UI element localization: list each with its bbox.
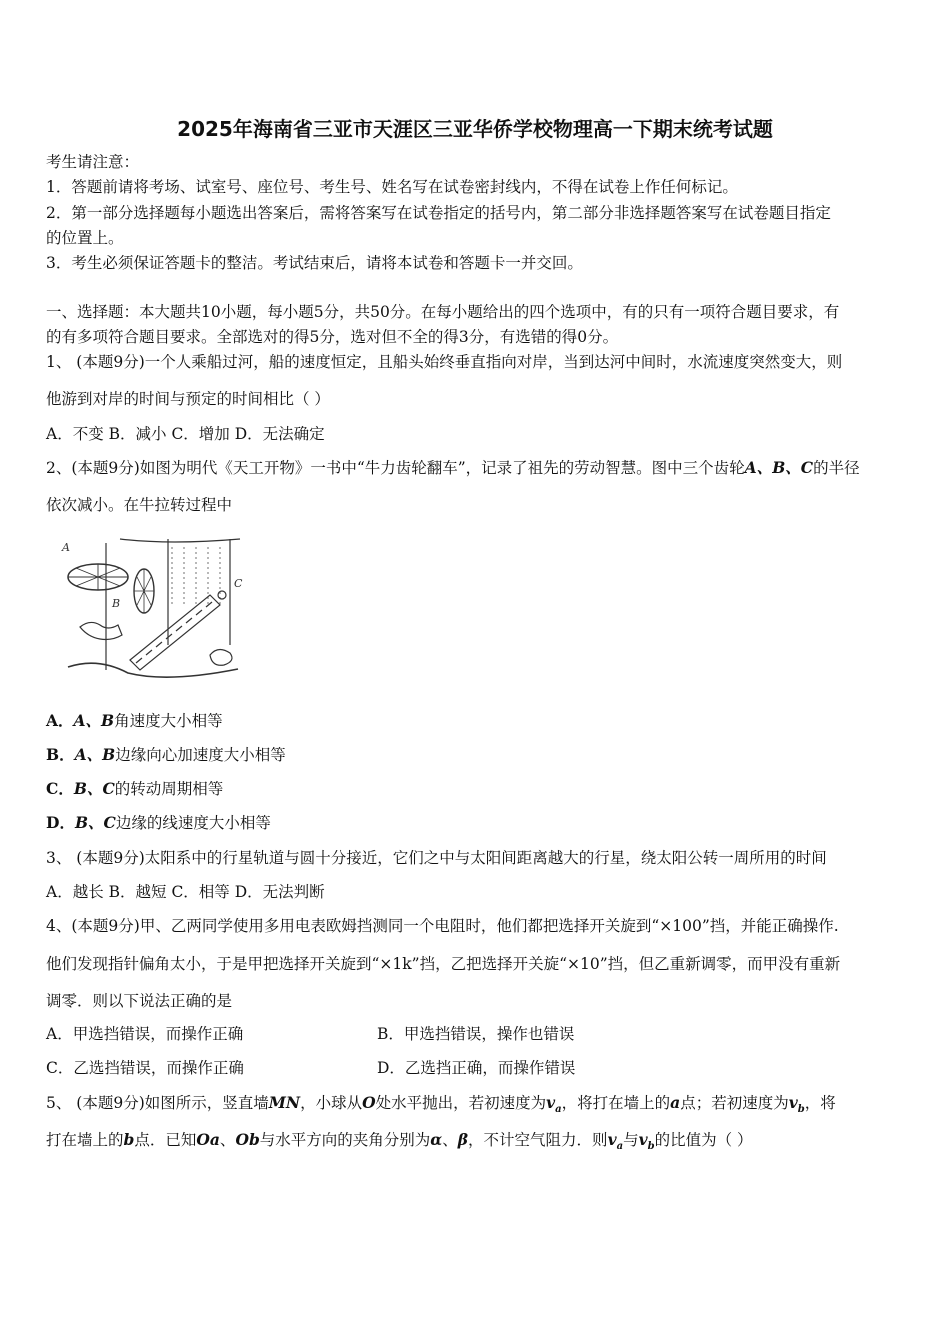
q1-stem: 他游到对岸的时间与预定的时间相比（ ） — [46, 390, 330, 408]
notice-item: 的位置上。 — [46, 229, 124, 247]
q2-option-d: D．B、C边缘的线速度大小相等 — [46, 813, 271, 832]
q1-stem: 1、 (本题9分)一个人乘船过河，船的速度恒定，且船头始终垂直指向对岸，当到达河中间时，水流速度突然变大，则 — [46, 353, 843, 371]
q4-option-b: B．甲选挡错误，操作也错误 — [377, 1025, 575, 1043]
q2-option-b: B．A、B边缘向心加速度大小相等 — [46, 745, 286, 764]
q2-stem: 依次减小。在牛拉转过程中 — [46, 496, 233, 514]
notice-item: 1．答题前请将考场、试室号、座位号、考生号、姓名写在试卷密封线内，不得在试卷上作任何标记。 — [46, 178, 738, 196]
q4-option-d: D．乙选挡正确，而操作错误 — [377, 1059, 576, 1077]
notice-heading: 考生请注意： — [46, 153, 140, 171]
q4-stem: 4、(本题9分)甲、乙两同学使用多用电表欧姆挡测同一个电阻时，他们都把选择开关旋到“×100”挡，并能正确操作. — [46, 917, 839, 935]
notice-item: 2．第一部分选择题每小题选出答案后，需将答案写在试卷指定的括号内，第二部分非选择题答案写在试卷题目指定 — [46, 204, 831, 222]
page-title: 2025年海南省三亚市天涯区三亚华侨学校物理高一下期末统考试题 — [177, 117, 773, 141]
q4-option-c: C．乙选挡错误，而操作正确 — [46, 1059, 244, 1077]
q4-option-a: A．甲选挡错误，而操作正确 — [46, 1025, 244, 1043]
figure-label: A — [62, 541, 70, 554]
section-intro: 的有多项符合题目要求。全部选对的得5分，选对但不全的得3分，有选错的得0分。 — [46, 328, 619, 346]
section-intro: 一、选择题：本大题共10小题，每小题5分，共50分。在每小题给出的四个选项中，有的只有一项符合题目要求，有 — [46, 303, 840, 321]
figure-label: C — [234, 577, 243, 590]
q3-options: A．越长 B．越短 C．相等 D．无法判断 — [46, 883, 325, 901]
figure-label: B — [112, 597, 121, 610]
q2-stem: 2、(本题9分)如图为明代《天工开物》一书中“牛力齿轮翻车”，记录了祖先的劳动智慧。图中三个齿轮A、B、C的半径 — [46, 458, 860, 477]
q3-stem: 3、 (本题9分)太阳系中的行星轨道与圆十分接近，它们之中与太阳间距离越大的行星，绕太阳公转一周所用的时间 — [46, 849, 827, 867]
q2-option-c: C．B、C的转动周期相等 — [46, 779, 224, 798]
q4-stem: 他们发现指针偏角太小，于是甲把选择开关旋到“×1k”挡，乙把选择开关旋“×10”挡，但乙重新调零，而甲没有重新 — [46, 955, 841, 973]
q2-option-a: A．A、B角速度大小相等 — [46, 711, 223, 730]
gear-waterwheel-figure — [60, 535, 245, 690]
notice-item: 3．考生必须保证答题卡的整洁。考试结束后，请将本试卷和答题卡一并交回。 — [46, 254, 583, 272]
q4-stem: 调零．则以下说法正确的是 — [46, 992, 233, 1010]
q5-stem: 5、 (本题9分)如图所示，竖直墙MN，小球从O处水平抛出，若初速度为$v_a$，将打在墙上的a点；若初速度为$v_b$，将 — [46, 1093, 836, 1116]
q5-stem: 打在墙上的b点．已知Oa、Ob与水平方向的夹角分别为α、β，不计空气阻力．则$v_a$与$v_b$的比值为（ ） — [46, 1130, 753, 1153]
q1-options: A．不变 B．减小 C．增加 D．无法确定 — [46, 425, 325, 443]
